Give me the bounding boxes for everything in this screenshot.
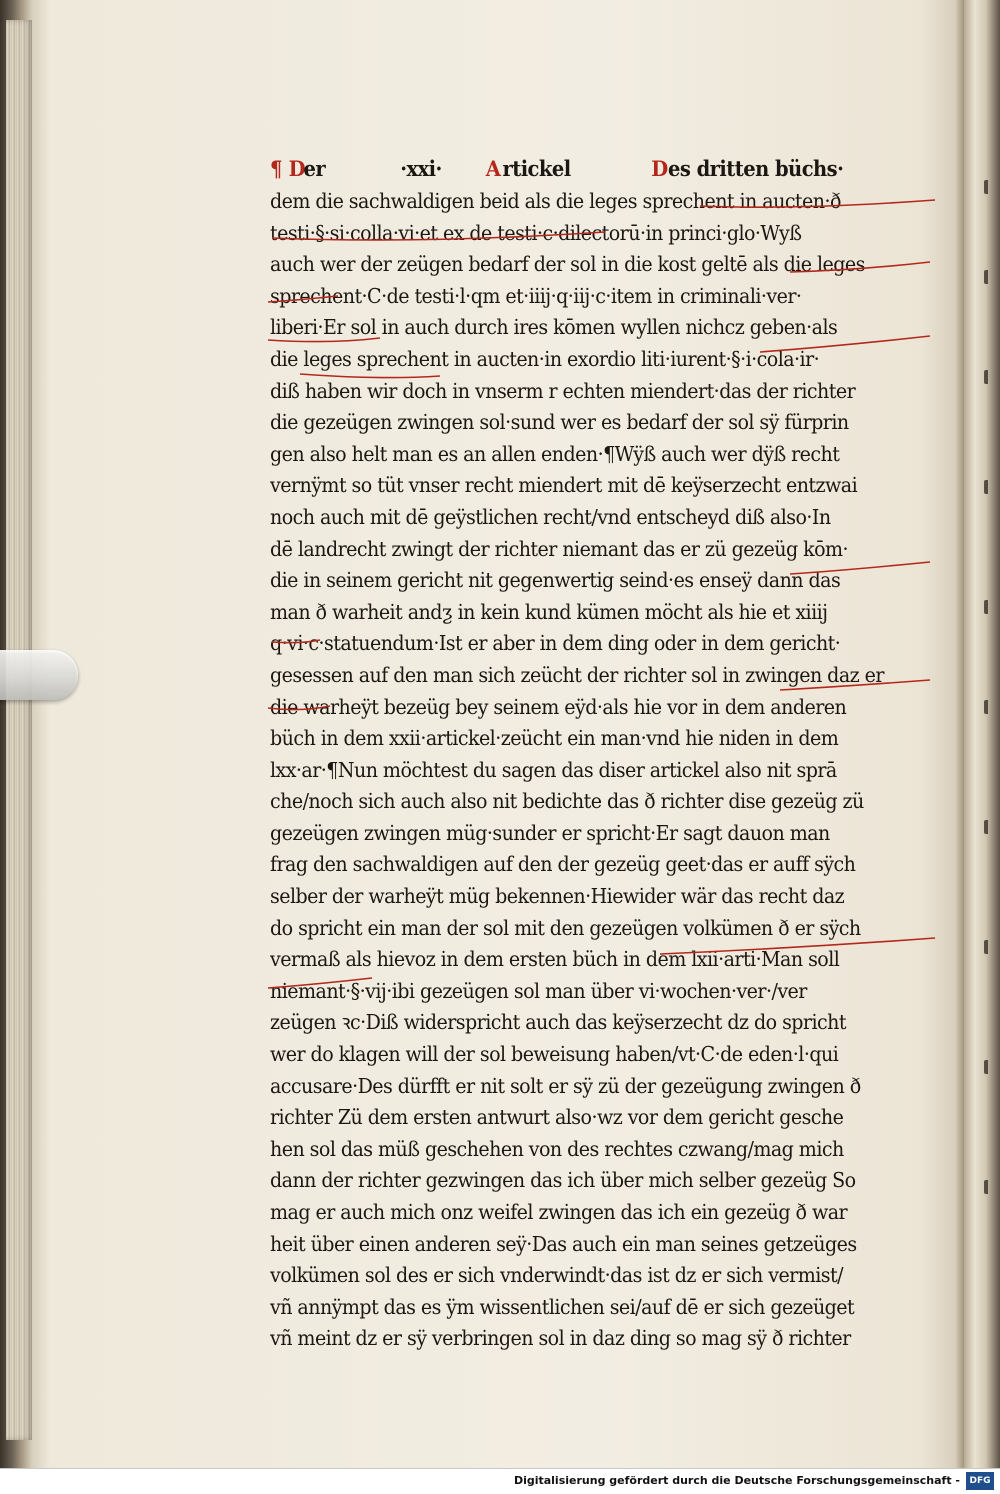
text-line: die gezeügen zwingen sol·sund wer es bedarf der sol sÿ fürprin <box>270 410 849 435</box>
text-line: noch auch mit dē geÿstlichen recht/vnd entscheyd diß also·In <box>270 504 831 529</box>
text-line: dem die sachwaldigen beid als die leges sprechent in aucten·ð <box>270 189 841 213</box>
text-line: man ð warheit andƺ in kein kund kümen möcht als hie et xiiij <box>270 599 828 624</box>
text-line: richter Zü dem ersten antwurt also·wz vor dem gericht gesche <box>270 1105 844 1130</box>
text-line: frag den sachwaldigen auf den der gezeüg geet·das er auff sÿch <box>270 852 856 877</box>
facing-page-glyph <box>984 270 1000 284</box>
text-line: selber der warheÿt müg bekennen·Hiewider wär das recht daz <box>270 884 845 909</box>
text-line: die leges sprechent in aucten·in exordio liti·iurent·§·i·cola·ir· <box>270 346 820 371</box>
facing-page-glyph <box>984 700 1000 714</box>
text-line: vernÿmt so tüt vnser recht miendert mit dē keÿserzecht entzwai <box>270 473 858 498</box>
facing-page-glyph <box>984 180 1000 194</box>
text-line: die warheÿt bezeüg bey seinem eÿd·als hie vor in dem anderen <box>270 694 847 719</box>
text-line: diß haben wir doch in vnserm r echten miendert·das der richter <box>270 378 856 403</box>
running-head-word: rtickel <box>502 156 571 181</box>
red-initial: A <box>485 156 501 181</box>
dfg-logo: DFG <box>966 1472 994 1490</box>
red-initial: D <box>288 156 305 181</box>
running-head <box>270 152 888 186</box>
text-line: gesessen auf den man sich zeücht der richter sol in zwingen daz er <box>270 662 884 687</box>
text-line: die in seinem gericht nit gegenwertig seind·es enseÿ dann das <box>270 568 841 593</box>
text-line: dē landrecht zwingt der richter niemant das er zü gezeüg kōm· <box>270 536 849 561</box>
facing-page-glyph <box>984 820 1000 834</box>
red-initial: D <box>651 156 668 181</box>
text-line: gen also helt man es an allen enden·¶Wÿß auch wer dÿß recht <box>270 441 840 466</box>
text-line: niemant·§·vij·ibi gezeügen sol man über vi·wochen·ver·/ver <box>270 978 807 1003</box>
body-text <box>270 186 888 1355</box>
text-line: zeügen ꝛc·Diß widerspricht auch das keÿserzecht dz do spricht <box>270 1010 846 1035</box>
facing-page-fragment <box>984 180 998 1260</box>
facing-page-glyph <box>984 1180 1000 1194</box>
text-line: wer do klagen will der sol beweisung haben/vt·C·de eden·l·qui <box>270 1042 839 1067</box>
text-line: büch in dem xxii·artickel·zeücht ein man·vnd hie niden in dem <box>270 726 839 751</box>
text-line: lxx·ar·¶Nun möchtest du sagen das diser artickel also nit sprā <box>270 757 837 782</box>
facing-page-glyph <box>984 370 1000 384</box>
text-line: q·vi·c·statuendum·Ist er aber in dem ding oder in dem gericht· <box>270 631 841 656</box>
text-line: mag er auch mich onz weifel zwingen das ich ein gezeüg ð war <box>270 1200 848 1224</box>
page-stack-edge <box>6 20 32 1440</box>
running-head-word: er <box>303 156 326 181</box>
text-line: hen sol das müß geschehen von des rechtes czwang/mag mich <box>270 1136 844 1161</box>
plastic-page-clip <box>0 650 78 700</box>
pilcrow-mark: ¶ <box>270 156 282 181</box>
facing-page-glyph <box>984 940 1000 954</box>
book-title: es dritten büchs· <box>668 156 844 181</box>
text-line: sprechent·C·de testi·l·qm et·iiij·q·iij·c·item in criminali·ver· <box>270 283 802 308</box>
text-line: vñ annÿmpt das es ÿm wissentlichen sei/auf dē er sich gezeüget <box>270 1294 855 1319</box>
article-number: ·xxi· <box>400 156 442 181</box>
facing-page-glyph <box>984 1060 1000 1074</box>
funding-credit: Digitalisierung gefördert durch die Deutsche Forschungsgemeinschaft - <box>513 1474 960 1487</box>
text-line: volkümen sol des er sich vnderwindt·das ist dz er sich vermist/ <box>270 1263 843 1288</box>
facing-page-glyph <box>984 600 1000 614</box>
text-line: liberi·Er sol in auch durch ires kōmen wyllen nichcz geben·als <box>270 315 838 340</box>
text-line: vñ meint dz er sÿ verbringen sol in daz ding so mag sÿ ð richter <box>270 1326 851 1351</box>
printed-text-block <box>270 152 888 1355</box>
text-line: dann der richter gezwingen das ich über mich selber gezeüg So <box>270 1168 856 1193</box>
text-line: accusare·Des dürfft er nit solt er sÿ zü der gezeügung zwingen ð <box>270 1073 861 1098</box>
facing-page-glyph <box>984 480 1000 494</box>
text-line: gezeügen zwingen müg·sunder er spricht·Er sagt dauon man <box>270 820 830 845</box>
text-line: vermaß als hievoz in dem ersten büch in dem lxii·arti·Man soll <box>270 947 840 972</box>
text-line: che/noch sich auch also nit bedichte das ð richter dise gezeüg zü <box>270 789 864 814</box>
text-line: testi·§·si·colla·vi·et ex de testi·c·dilectorū·in princi·glo·Wyß <box>270 220 802 245</box>
text-line: do spricht ein man der sol mit den gezeügen volkümen ð er sÿch <box>270 915 861 940</box>
text-line: auch wer der zeügen bedarf der sol in die kost geltē als die leges <box>270 252 865 277</box>
footer-bar <box>0 1468 1000 1494</box>
text-line: heit über einen anderen seÿ·Das auch ein man seines getzeüges <box>270 1231 857 1256</box>
